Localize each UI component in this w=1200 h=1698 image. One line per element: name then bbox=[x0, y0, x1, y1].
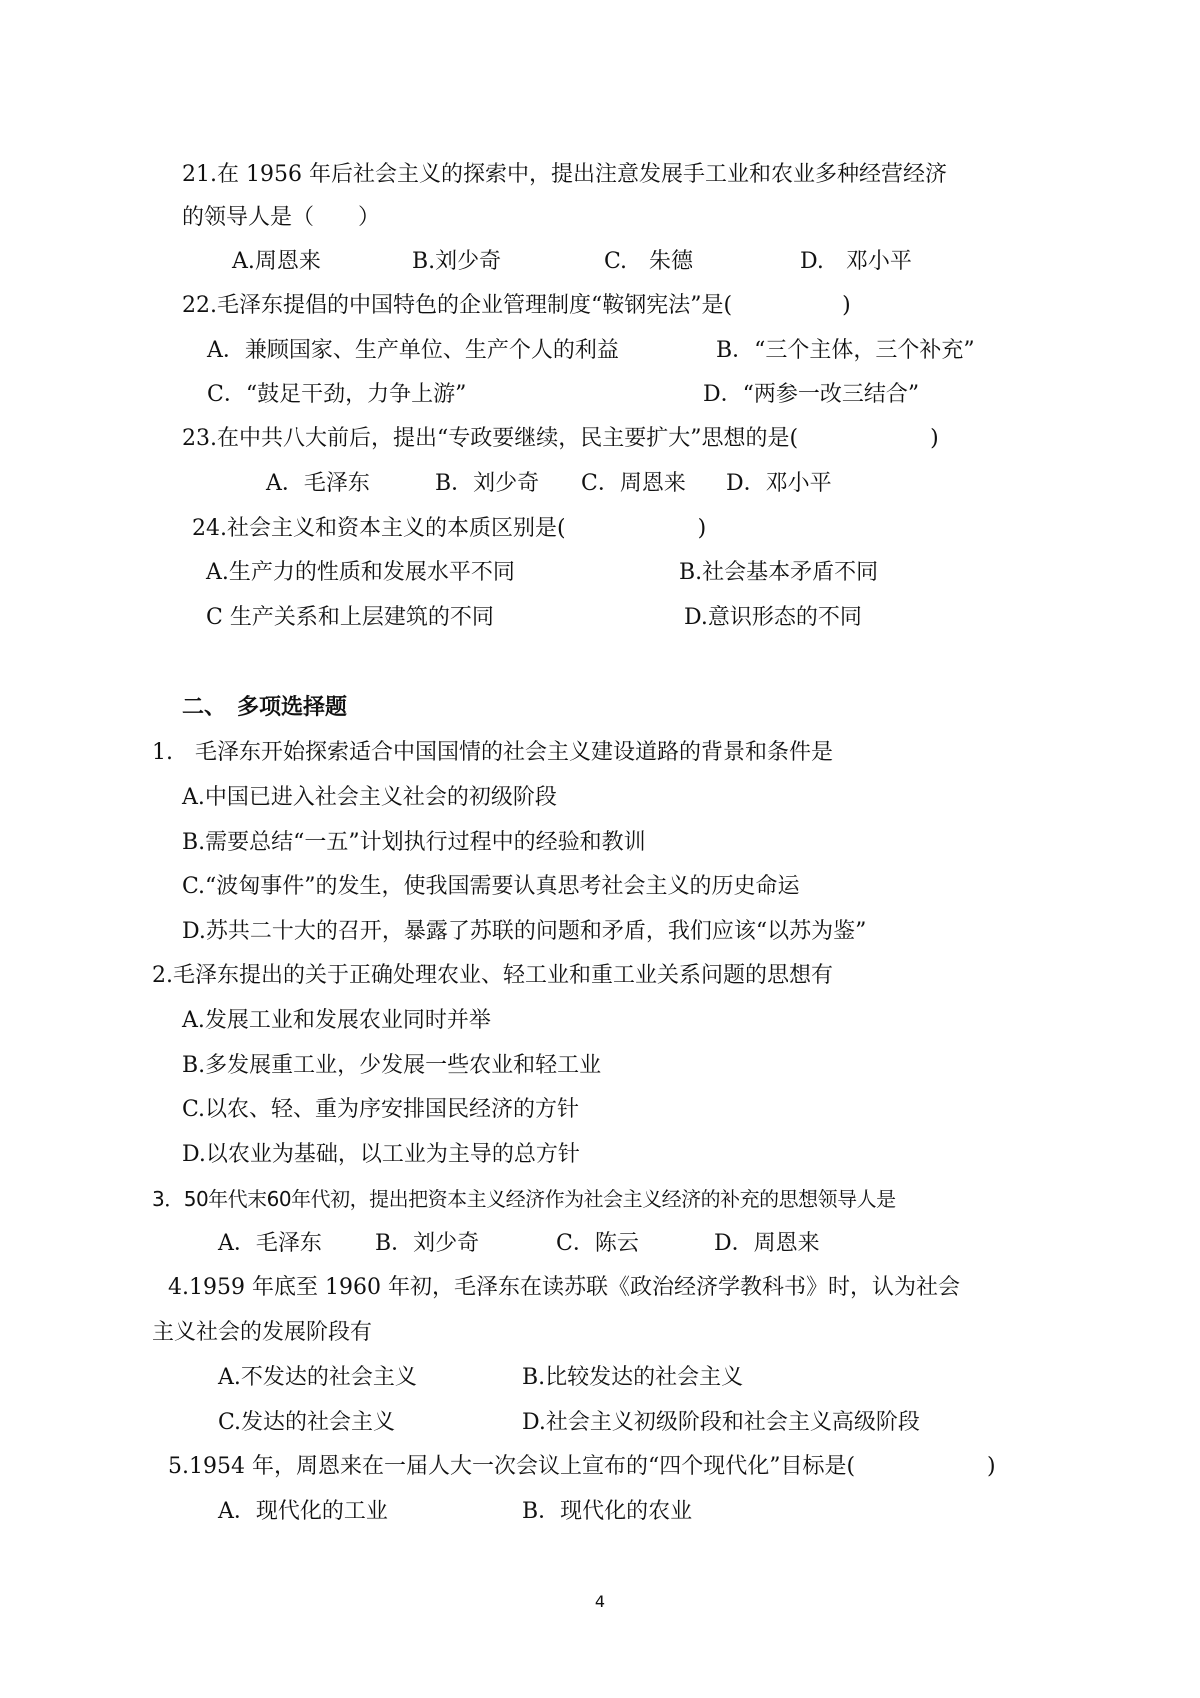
m3-option-a: A．毛泽东 bbox=[218, 1231, 322, 1256]
q22-option-b: B．“三个主体，三个补充” bbox=[716, 338, 975, 363]
q21-option-b: B.刘少奇 bbox=[412, 249, 502, 274]
m3-option-d: D．周恩来 bbox=[714, 1231, 820, 1256]
m5-option-a: A．现代化的工业 bbox=[218, 1499, 388, 1524]
m2-option-d: D.以农业为基础，以工业为主导的总方针 bbox=[182, 1142, 580, 1167]
m2-option-b: B.多发展重工业，少发展一些农业和轻工业 bbox=[182, 1053, 602, 1078]
q23-stem: 23.在中共八大前后，提出“专政要继续，民主要扩大”思想的是( ) bbox=[182, 426, 939, 451]
q24-option-d: D.意识形态的不同 bbox=[684, 605, 862, 630]
m3-stem: 3．50年代末60年代初，提出把资本主义经济作为社会主义经济的补充的思想领导人是 bbox=[152, 1187, 896, 1211]
m4-option-b: B.比较发达的社会主义 bbox=[522, 1365, 744, 1390]
section-heading: 二、 多项选择题 bbox=[182, 694, 348, 720]
q21-stem-line2: 的领导人是（ ） bbox=[182, 205, 381, 230]
m2-option-c: C.以农、轻、重为序安排国民经济的方针 bbox=[182, 1097, 580, 1122]
q21-option-c: C. 朱德 bbox=[604, 249, 694, 274]
m5-option-b: B．现代化的农业 bbox=[522, 1499, 693, 1524]
m4-stem-line2: 主义社会的发展阶段有 bbox=[152, 1320, 373, 1345]
m4-stem-line1: 4.1959 年底至 1960 年初，毛泽东在读苏联《政治经济学教科书》时，认为社会 bbox=[168, 1275, 960, 1300]
m2-stem: 2.毛泽东提出的关于正确处理农业、轻工业和重工业关系问题的思想有 bbox=[152, 963, 833, 988]
q24-stem: 24.社会主义和资本主义的本质区别是( ) bbox=[192, 516, 707, 541]
m1-option-a: A.中国已进入社会主义社会的初级阶段 bbox=[182, 785, 557, 810]
q23-option-b: B．刘少奇 bbox=[435, 471, 540, 496]
q23-option-a: A．毛泽东 bbox=[266, 471, 370, 496]
m1-stem: 1. 毛泽东开始探索适合中国国情的社会主义建设道路的背景和条件是 bbox=[152, 740, 833, 765]
q22-option-c: C．“鼓足干劲，力争上游” bbox=[207, 382, 467, 407]
m4-option-d: D.社会主义初级阶段和社会主义高级阶段 bbox=[522, 1410, 920, 1435]
m4-option-c: C.发达的社会主义 bbox=[218, 1410, 396, 1435]
q22-stem: 22.毛泽东提倡的中国特色的企业管理制度“鞍钢宪法”是( ) bbox=[182, 293, 851, 318]
q24-option-b: B.社会基本矛盾不同 bbox=[679, 560, 879, 585]
q21-option-d: D. 邓小平 bbox=[800, 249, 912, 274]
m2-option-a: A.发展工业和发展农业同时并举 bbox=[182, 1008, 491, 1033]
q23-option-d: D．邓小平 bbox=[726, 471, 832, 496]
m1-option-b: B.需要总结“一五”计划执行过程中的经验和教训 bbox=[182, 830, 646, 855]
m4-option-a: A.不发达的社会主义 bbox=[218, 1365, 417, 1390]
q23-option-c: C．周恩来 bbox=[581, 471, 686, 496]
m1-option-c: C.“波匈事件”的发生，使我国需要认真思考社会主义的历史命运 bbox=[182, 874, 800, 899]
q24-option-a: A.生产力的性质和发展水平不同 bbox=[206, 560, 515, 585]
m3-option-c: C．陈云 bbox=[556, 1231, 639, 1256]
page-number: 4 bbox=[594, 1592, 606, 1611]
m1-option-d: D.苏共二十大的召开，暴露了苏联的问题和矛盾，我们应该“以苏为鉴” bbox=[182, 919, 867, 944]
q21-option-a: A.周恩来 bbox=[232, 249, 321, 274]
m3-option-b: B．刘少奇 bbox=[375, 1231, 480, 1256]
m5-stem: 5.1954 年，周恩来在一届人大一次会议上宣布的“四个现代化”目标是( ) bbox=[168, 1454, 996, 1479]
q24-option-c: C 生产关系和上层建筑的不同 bbox=[206, 605, 494, 630]
q22-option-d: D．“两参一改三结合” bbox=[703, 382, 920, 407]
q22-option-a: A．兼顾国家、生产单位、生产个人的利益 bbox=[207, 338, 619, 363]
q21-stem-line1: 21.在 1956 年后社会主义的探索中，提出注意发展手工业和农业多种经营经济 bbox=[182, 162, 947, 187]
